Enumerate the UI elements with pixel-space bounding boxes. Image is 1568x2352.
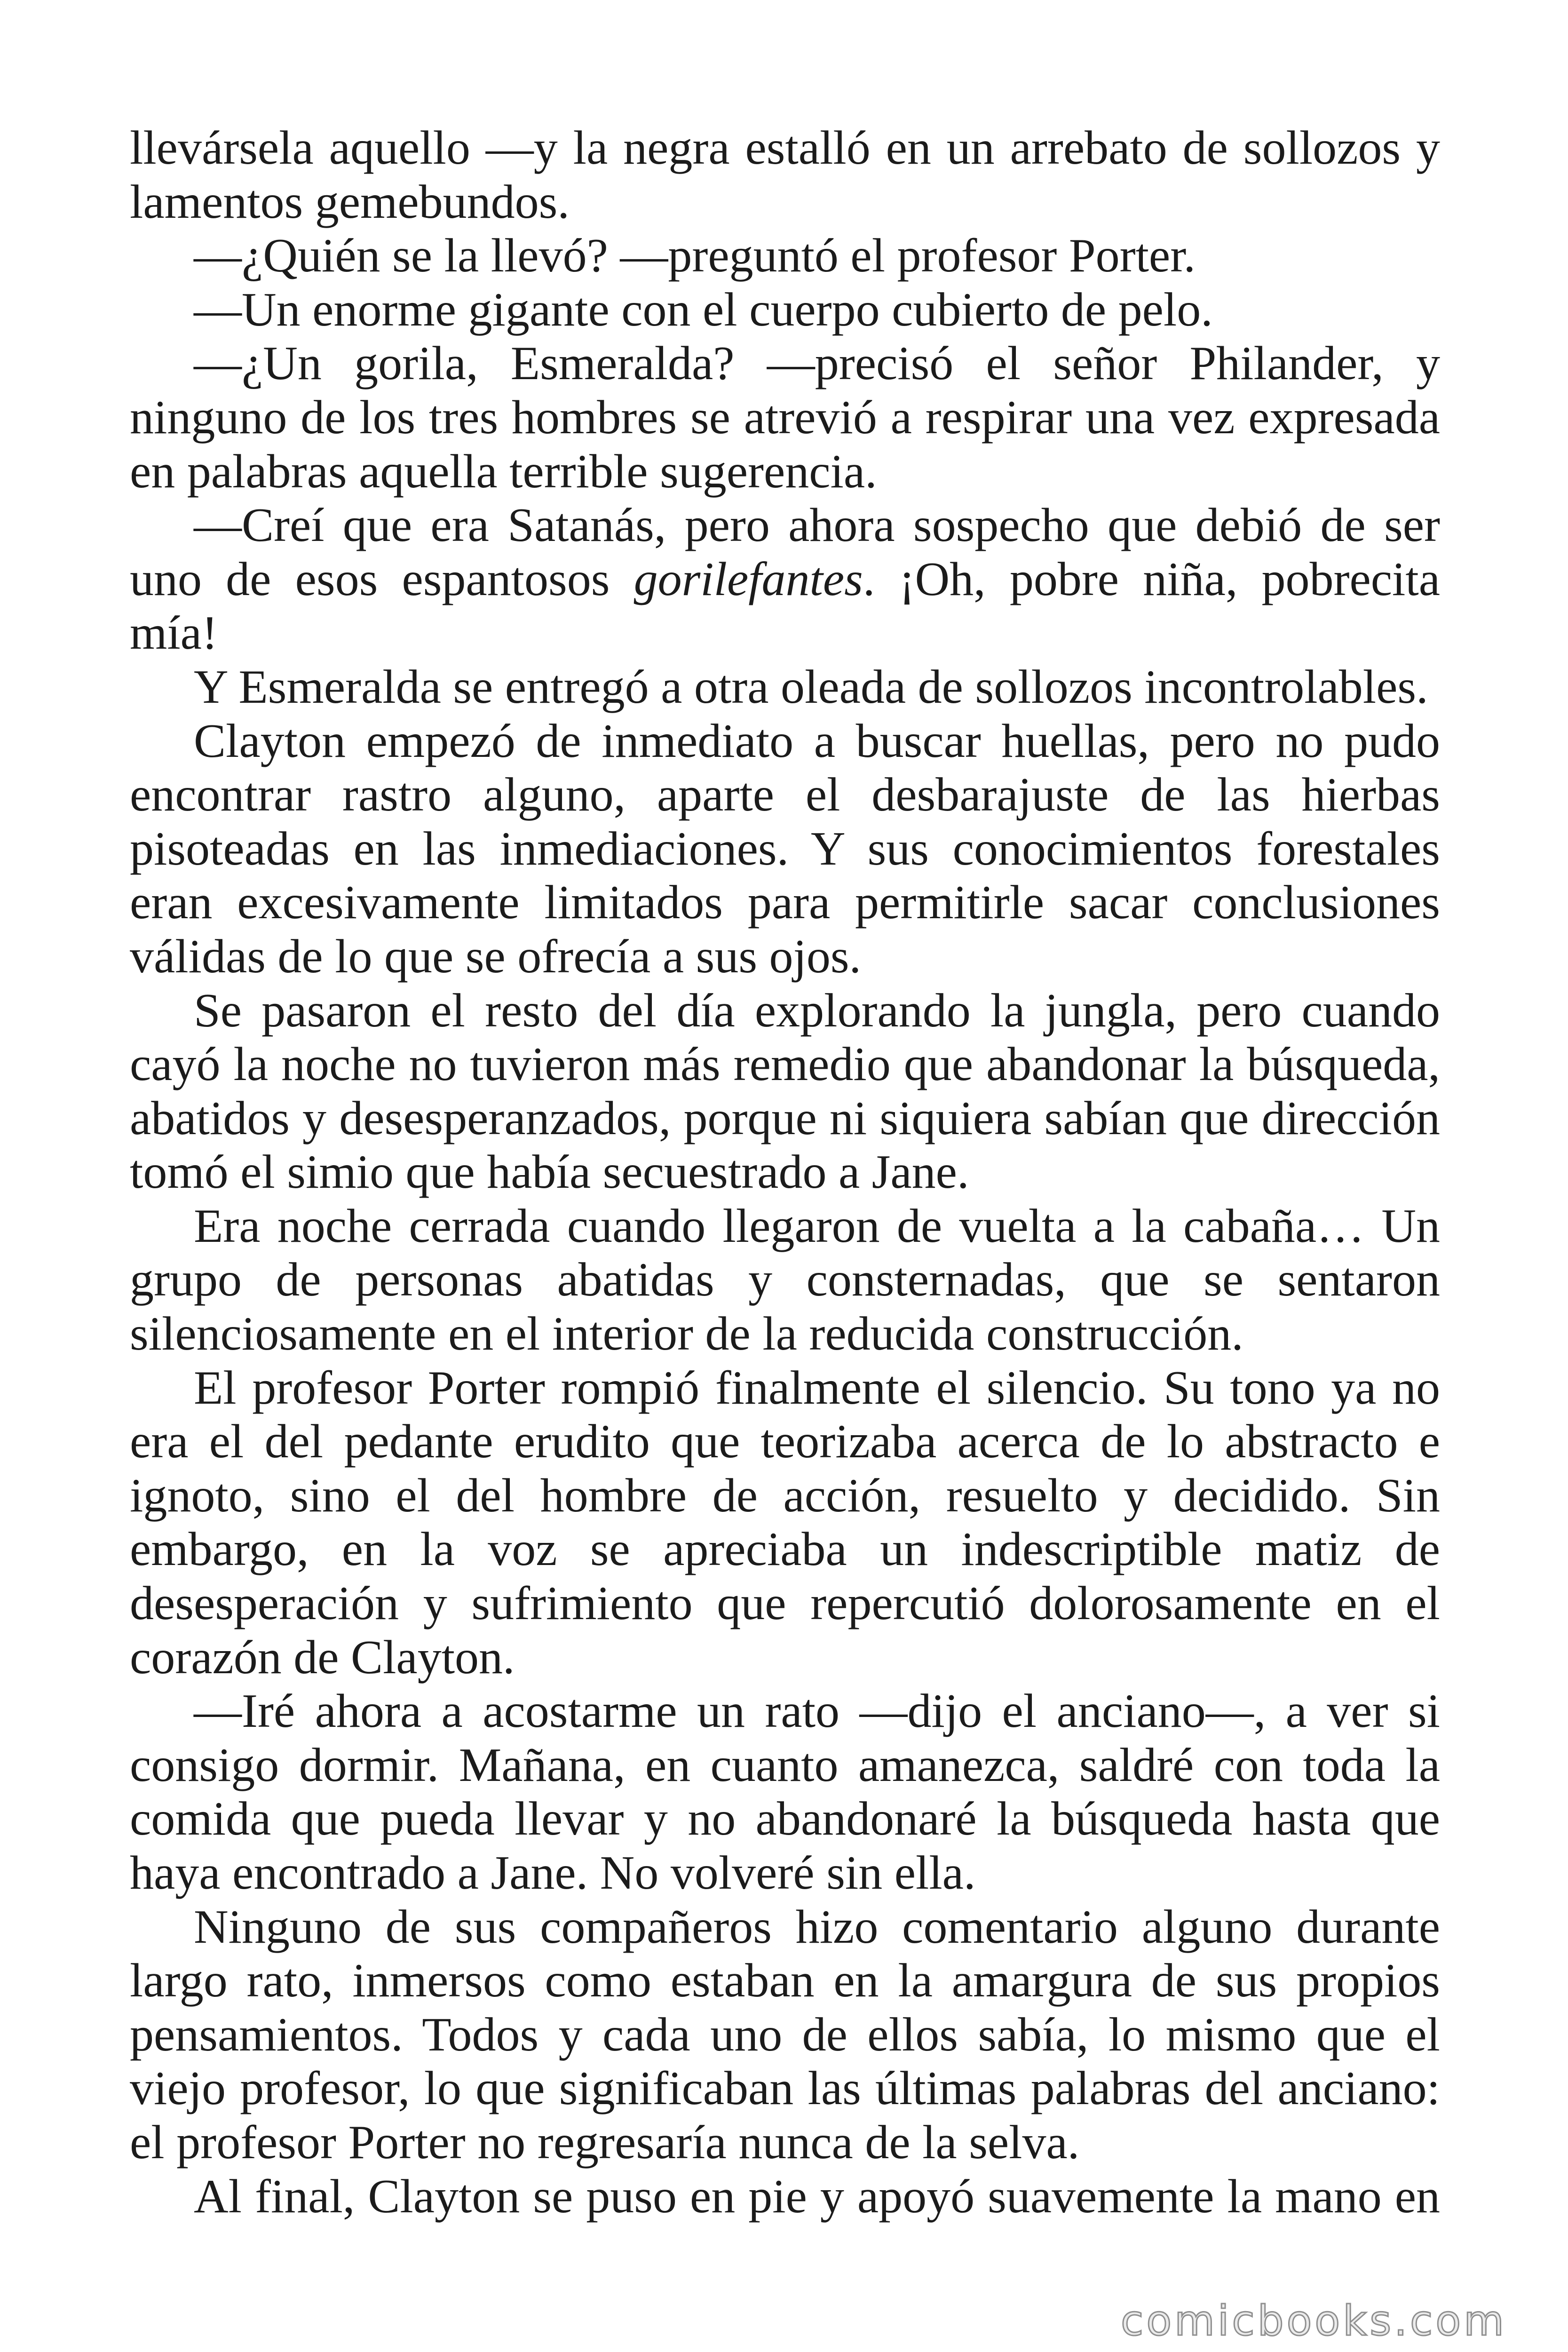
paragraph-text: —Creí que era Satanás, pero ahora sospecho que debió de ser uno de esos espantosos — [130, 499, 1440, 606]
paragraph-dialogue-italic — [130, 499, 1440, 660]
paragraph-dialogue: —Un enorme gigante con el cuerpo cubierto de pelo. — [194, 283, 1213, 336]
paragraph-dialogue: —¿Quién se la llevó? —preguntó el profesor Porter. — [194, 229, 1196, 283]
book-page-text — [130, 121, 1440, 2224]
paragraph-dialogue: —¿Un gorila, Esmeralda? —precisó el señor Philander, y ninguno de los tres hombres se atrevió a respirar una vez expresada en palabras aquella terrible sugerencia. — [130, 337, 1440, 498]
paragraph: Y Esmeralda se entregó a otra oleada de sollozos incontrolables. — [194, 660, 1428, 714]
italic-word: gorilefantes — [634, 552, 863, 606]
paragraph-continuation: llevársela aquello —y la negra estalló en un arrebato de sollozos y lamentos gemebundos. — [130, 121, 1440, 229]
paragraph-continues-next-page: Al final, Clayton se puso en pie y apoyó suavemente la mano en — [194, 2169, 1440, 2223]
paragraph-text: . ¡Oh, pobre niña, pobrecita mía! — [130, 552, 1440, 660]
paragraph: Ninguno de sus compañeros hizo comentario alguno durante largo rato, inmersos como estaban en la amargura de sus propios pensamientos. Todos y cada uno de ellos sabía, lo mismo que el viejo profesor, lo que significaban las últimas palabras del anciano: el profesor Porter no regresaría nunca de la selva. — [130, 1900, 1440, 2169]
paragraph: Era noche cerrada cuando llegaron de vuelta a la cabaña… Un grupo de personas abatidas y consternadas, que se sentaron silenciosamente en el interior de la reducida construcción. — [130, 1199, 1440, 1361]
paragraph: El profesor Porter rompió finalmente el silencio. Su tono ya no era el del pedante erudito que teorizaba acerca de lo abstracto e ignoto, sino el del hombre de acción, resuelto y decidido. Sin embargo, en la voz se apreciaba un indescriptible matiz de desesperación y sufrimiento que repercutió dolorosamente en el corazón de Clayton. — [130, 1361, 1440, 1684]
paragraph-dialogue: —Iré ahora a acostarme un rato —dijo el anciano—, a ver si consigo dormir. Mañana, en cuanto amanezca, saldré con toda la comida que pueda llevar y no abandonaré la búsqueda hasta que haya encontrado a Jane. No volveré sin ella. — [130, 1685, 1440, 1899]
paragraph: Se pasaron el resto del día explorando la jungla, pero cuando cayó la noche no tuvieron más remedio que abandonar la búsqueda, abatidos y desesperanzados, porque ni siquiera sabían que dirección tomó el simio que había secuestrado a Jane. — [130, 984, 1440, 1199]
paragraph: Clayton empezó de inmediato a buscar huellas, pero no pudo encontrar rastro alguno, aparte el desbarajuste de las hierbas pisoteadas en las inmediaciones. Y sus conocimientos forestales eran excesivamente limitados para permitirle sacar conclusiones válidas de lo que se ofrecía a sus ojos. — [130, 714, 1440, 983]
watermark-logo: comicbooks.com — [1120, 2296, 1507, 2345]
